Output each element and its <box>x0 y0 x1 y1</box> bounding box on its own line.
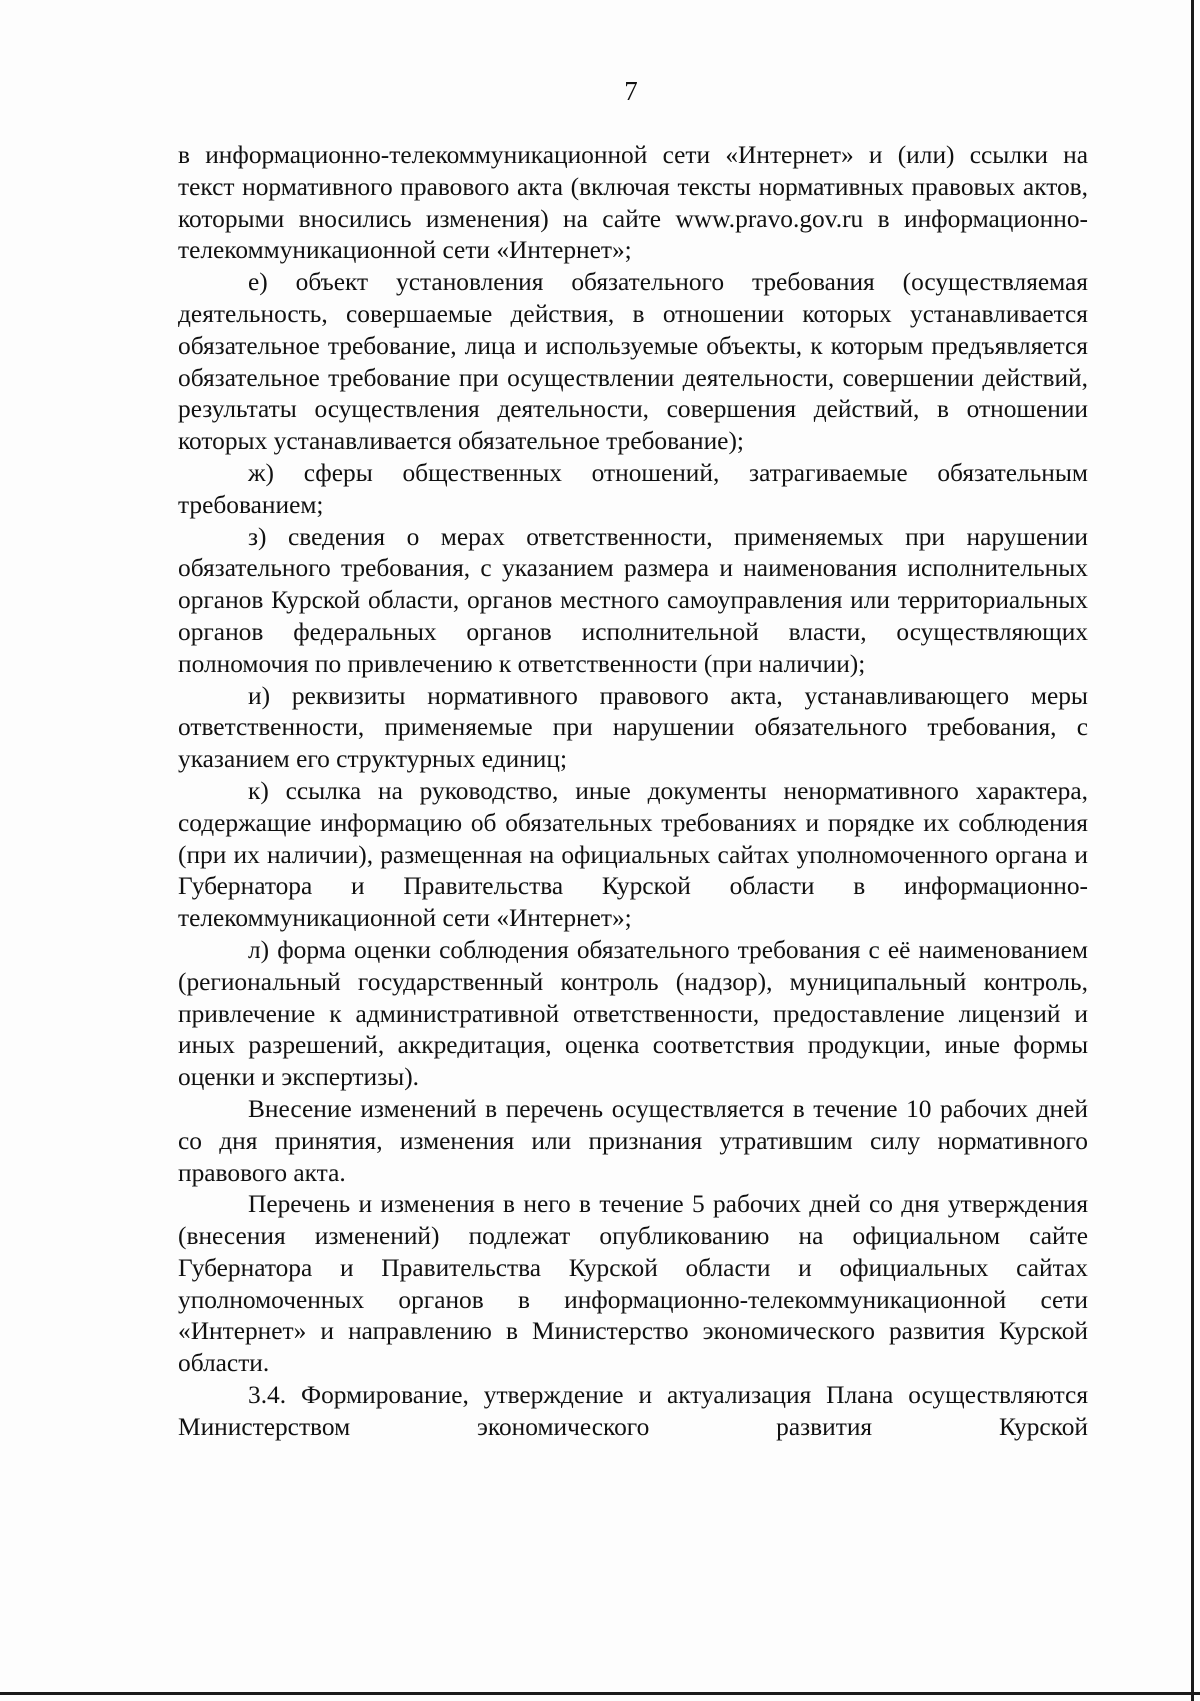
paragraph-item-z: з) сведения о мерах ответственности, применяемых при нарушении обязательного требования, с указанием размера и наименования исполнительных органов Курской области, органов местного самоуправления или территориальных органов федеральных органов исполнительной власти, осуществляющих полномочия по привлечению к ответственности (при наличии); <box>178 522 1088 678</box>
paragraph-item-k: к) ссылка на руководство, иные документы ненормативного характера, содержащие информацию об обязательных требованиях и порядке их соблюдения (при их наличии), размещенная на официальных сайтах уполномоченного органа и Губернатора и Правительства Курской области в информационно-телекоммуникационной сети «Интернет»; <box>178 776 1088 933</box>
paragraph-continuation: в информационно-телекоммуникационной сети «Интернет» и (или) ссылки на текст нормативного правового акта (включая тексты нормативных правовых актов, которыми вносились изменения) на сайте www.pravo.gov.ru в информационно-телекоммуникационной сети «Интернет»; <box>178 141 1088 265</box>
paragraph-item-l: л) форма оценки соблюдения обязательного требования с её наименованием (региональный государственный контроль (надзор), муниципальный контроль, привлечение к административной ответственности, предоставление лицензий и иных разрешений, аккредитация, оценка соответствия продукции, иные формы оценки и экспертизы). <box>178 935 1088 1092</box>
paragraph-section-3-4: 3.4. Формирование, утверждение и актуализация Плана осуществляются Министерством экономического развития Курской <box>178 1381 1088 1441</box>
page-number: 7 <box>624 76 638 106</box>
scan-edge-right <box>1191 0 1194 1701</box>
paragraph-item-zh: ж) сферы общественных отношений, затрагиваемые обязательным требованием; <box>178 458 1088 519</box>
paragraph-item-e: е) объект установления обязательного требования (осуществляемая деятельность, совершаемые действия, в отношении которых устанавливается обязательное требование, лица и используемые объекты, к которым предъявляется обязательное требование при осуществлении деятельности, совершении действий, результаты осуществления деятельности, совершения действий, в отношении которых устанавливается обязательное требование); <box>178 268 1088 456</box>
paragraph-item-i: и) реквизиты нормативного правового акта, устанавливающего меры ответственности, применяемые при нарушении обязательного требования, с указанием его структурных единиц; <box>178 681 1088 774</box>
paragraph-changes-timing: Внесение изменений в перечень осуществляется в течение 10 рабочих дней со дня принятия, изменения или признания утратившим силу нормативного правового акта. <box>178 1094 1088 1187</box>
paragraph-publication: Перечень и изменения в него в течение 5 рабочих дней со дня утверждения (внесения изменений) подлежат опубликованию на официальном сайте Губернатора и Правительства Курской области и официальных сайтах уполномоченных органов в информационно-телекоммуникационной сети «Интернет» и направлению в Министерство экономического развития Курской области. <box>178 1190 1088 1378</box>
scan-edge-bottom <box>0 1692 1200 1695</box>
document-body <box>178 140 1088 1444</box>
